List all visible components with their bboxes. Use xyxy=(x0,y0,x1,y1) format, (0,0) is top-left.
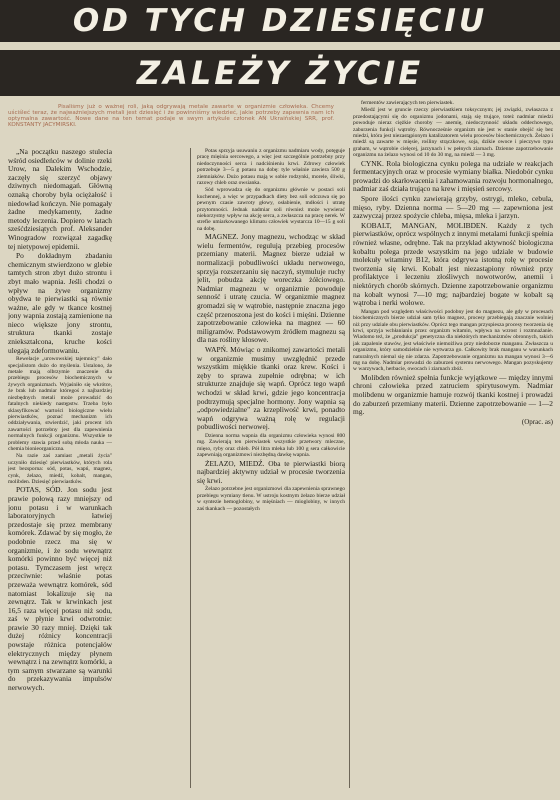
article-paragraph: Sód wprowadza się do organizmu głównie w postaci soli kuchennej, a więc w przypadkach diety bez soli odczuwa się po pewnym czasie zawroty głowy, osłabienie, mdłości i utratę przytomności. Jednak nadmiar soli również może wywierać niekorzystny wpływ na akcję serca, a zwłaszcza na pracę nerek. W strefie umiarkowanego klimatu człowiek wystarcza 10—15 g soli na dobę. xyxy=(197,187,345,232)
lede-paragraph: Pisaliśmy już o ważnej roli, jaką odgrywają metale zawarte w organizmie człowieka. Chcemy uściśleć teraz, że najważniejszych metali jest dziesięć i że powinniśmy wiedzieć, jakie potrzeby zapewnia nam ich optymalna zawartość. Nowe dane na ten temat podaje w swym artykule członek AN Ukraińskiej SRR, prof. KONSTANTY JACYMIRSKI. xyxy=(8,104,334,128)
column-3 xyxy=(353,100,553,796)
article-paragraph: Mangan pod względem właściwości podobny jest do magnezu, ale gdy w procesach biochemicznych bierze udział sam tylko magnez, procesy przebiegają znacznie wolniej niż przy udziale obu pierwiastków. Oprócz tego mangan przyspiesza procesy tworzenia się krwi, sprzyja wchłanianiu przez organizm witamin, wpływa na wzrost i rozmnażanie. Wiadomo też, że „produkcja" genetyczna dla niektórych mechanizmów obronnych, takich jak zapalenie stawów, jest właściwie niemożliwa przy niedoborze manganu. Zwłaszcza u organizmu, który samodzielnie nie wytwarza go. Całkowity brak manganu w warunkach naturalnych niemal się nie zdarza. Zapotrzebowanie organizmu na mangan wynosi 3—6 mg na dobę. Nadmiar prowadzi do zaburzeń systemu nerwowego. Mangan pozyskujemy w warzywach, herbacie, owocach i ziarnach zbóż. xyxy=(353,308,553,373)
headline-banner-bottom xyxy=(0,50,560,96)
article-paragraph: ŻELAZO, MIEDŹ. Oba te pierwiastki biorą najbardziej aktywny udział w procesie tworzenia się krwi. xyxy=(197,458,345,485)
article-paragraph: Molibden również spełnia funkcje wyjątkowe — między innymi chroni człowieka przed zatruciem spirytusowym. Nadmiar molibdenu w organizmie hamuje rozwój tkanki kostnej i prowadzi do zaburzeń przemiany materii. Dzienne zapotrzebowanie — 1—2 mg. xyxy=(353,372,553,417)
article-paragraph: Spore ilości cynku zawierają grzyby, ostrygi, mleko, cebula, mięso, ryby. Dzienna norma — 5—20 mg — zapewniona jest zazwyczaj przez spożycie chleba, mięsa, mleka i jarzyn. xyxy=(353,194,553,221)
headline-line1: OD TYCH DZIESIĘCIU xyxy=(72,3,488,39)
column-2 xyxy=(197,148,345,796)
author-signature: (Oprac. as) xyxy=(521,417,553,426)
article-paragraph: Rewelacje „urowowskiej tajemnicy" dało specjalistom dużo do myślenia. Ustalono, że metale mają olbrzymie znaczenie dla przebiegu procesów biochemicznych w żywych organizmach. Wyjaśniło się wkrótce, że brak lub nadmiar któregoś z najbardziej niezbędnych metali może prowadzić do fatalnych niekiedy następstw. Trzeba było sklasyfikować wartości biologiczne wielu pierwiastków, poznać mechanizm ich oddziaływania, stwierdzić, jaki procent ich zawartości potrzebny jest dla zapewnienia normalnych funkcji organizmu. Wszystkie te problemy stawia przed sobą młoda nauka — chemia bionieorganiczna. xyxy=(8,356,112,452)
column-divider xyxy=(190,148,191,788)
article-paragraph: Dzienna norma wapnia dla organizmu człowieka wynosi 800 mg. Zawierają ten pierwiastek wszystkie przetwory mleczne, mięso, ryby oraz chleb. Pół litra mleka lub 100 g sera całkowicie zapewniają organizmowi niezbędną dawkę wapnia. xyxy=(197,432,345,459)
article-paragraph: Na razie zaś zamiast „metali życia" uczyniło dziesięć pierwiastków, których rola jest bezsporna: sód, potas, wapń, magnez, cynk, żelazo, miedź, kobalt, mangan, molibden. Dziesięć pierwiastków. xyxy=(8,453,112,485)
article-paragraph: KOBALT, MANGAN, MOLIBDEN. Każdy z tych pierwiastków, oprócz wspólnych z innymi metalami funkcji spełnia również własne, odrębne. Tak na przykład aktywność biologiczna kobaltu polega przede wszystkim na jego udziale w budowie molekuły witaminy B12, która odgrywa istotną rolę w procesie tworzenia się krwi. Kobalt jest niezastąpiony również przy profilaktyce i leczeniu złośliwych nowotworów, anemii i niektórych chorób skórnych. Dzienne zapotrzebowanie organizmu na kobalt wynosi 7—10 mg; najbardziej bogate w kobalt są wątroba i nerki wołowe. xyxy=(353,220,553,308)
column-divider xyxy=(349,148,350,788)
article-paragraph: „Na początku naszego stulecia wśród osiedleńców w dolinie rzeki Urow, na Dalekim Wschodzie, zaczęły się szerzyć objawy dziwnych niedomagań. Główną oznaką choroby była ociężałość i niedowład kończyn. Nie pomagały żadne medykamenty, żadne metody leczenia. Dopiero w latach sześćdziesiątych prof. Aleksander Winogradow rozwiązał zagadkę tej nietypowej epidemii. xyxy=(8,148,112,251)
article-paragraph: Po dokładnym zbadaniu chemicznym stwierdzono w glebie tamtych stron zbyt dużo strontu i zbyt mało wapnia. Jeśli chodzi o wpływ na żywe organizmy obydwa te pierwiastki są równie ważne, ale gdy w tkance kostnej jony wapnia zostają zamienione na nieco większe jony strontu, struktura tkanki zostaje zniekształcona, kruche kości ulegają zdeformowaniu. xyxy=(8,251,112,355)
article-paragraph: POTAS, SÓD. Jon sodu jest prawie połową razy mniejszy od jonu potasu i w warunkach laboratoryjnych łatwiej przedostaje się przez membrany komórek. Zdawać by się mogło, że podobnie rzecz ma się w organizmie, i że sodu wewnątrz komórki powinno być więcej niż potasu. Tymczasem jest wręcz przeciwnie: właśnie potas przeważa wewnątrz komórek, sód natomiast lokalizuje się na zewnątrz. Tak w krwinkach jest 16,5 raza więcej potasu niż sodu, zaś w płynie krwi odwrotnie: prawie 30 razy mniej. Dzięki tak dużej różnicy koncentracji powstaje różnica potencjałów elektrycznych między płynem wewnątrz i na zewnątrz komórki, a tym samym stwarzane są warunki do przekazywania impulsów nerwowych. xyxy=(8,485,112,693)
article-paragraph: WAPŃ. Mówiąc o znikomej zawartości metali w organizmie musimy uwzględnić przede wszystkim miękkie tkanki oraz krew. Kości i zęby to sprawa zupełnie odrębna; w ich strukturze znajduje się wapń. Oprócz tego wapń wchodzi w skład krwi, gdzie jego koncentracja podtrzymują specjalne hormony. Jony wapnia są „odpowiedzialne" za krzepliwość krwi, ponadto wapń odgrywa ważną rolę w regulacji pobudliwości nerwowej. xyxy=(197,345,345,432)
headline-banner-top xyxy=(0,0,560,42)
article-paragraph: fermentów zawierających ten pierwiastek. xyxy=(361,100,454,106)
article-paragraph: Żelazo potrzebne jest organizmowi dla zapewnienia sprawnego przebiegu wymiany tlenu. W ustroju kostnym żelazo bierze udział w syntezie hemoglobiny, w mięśniach — mioglobiny, w innych zaś tkankach — pozostałych xyxy=(197,486,345,512)
article-paragraph: Potas sprzyja usuwaniu z organizmu nadmiaru wody, potęguje pracę mięśnia sercowego, a więc jest szczególnie potrzebny przy niedoczynności serca i nadciśnieniu krwi. Zdrowy człowiek potrzebuje 3—5 g potasu na dobę: tyle właśnie zawiera 500 g ziemniaków. Dużo potasu mają w sobie rodzynki, morele, śliwki, razowy chleb oraz owsianka. xyxy=(197,148,345,187)
article-paragraph: MAGNEZ. Jony magnezu, wchodząc w skład wielu fermentów, regulują przebieg procesów przemiany materii. Magnez bierze udział w normalizacji pobudliwości układu nerwowego, sprzyja rozszerzaniu się naczyń, stymuluje ruchy jelit, pobudza akcję woreczka żółciowego. Nadmiar magnezu w organizmie powoduje senność i utratę czucia. W organizmie magnez gromadzi się w wątrobie, następnie znaczna jego część przenoszona jest do kości i mięśni. Dzienne zapotrzebowanie człowieka na magnez — 60 miligramów. Podstawowym źródłem magnezu są dla nas rośliny kłosowe. xyxy=(197,232,345,345)
column-1 xyxy=(8,148,112,796)
article-paragraph: Miedź jest w gruncie rzeczy pierwiastkiem toksycznym; jej związki, zwłaszcza z przedostającymi się do organizmu jodonami, stają się trujące, toteż nadmiar miedzi powoduje nieraz ciężkie choroby — anemię, niedoczynność układu oddechowego, zaburzenia funkcji wątroby. Równocześnie organizm nie jest w stanie obejść się bez miedzi, która jest niezastąpionym katalizatorem wielu procesów biochemicznych. Żelazo i miedź są zawarte w mięsie, rośliny strączkowe, soja, dzikie owoce i pieczywo typu graham, w wątrobie cielęcej, jarzynach i w pełnych ziarnach. Dzienne zapotrzebowanie organizmu na żelazo wynosi od 10 do 30 mg, na miedź — 3 mg. xyxy=(353,107,553,159)
article-paragraph: CYNK. Rola biologiczna cynku polega na udziale w reakcjach fermentacyjnych oraz w procesie wymiany białka. Niedobór cynku prowadzi do skarłowacenia i zahamowania rozwoju hormonalnego, nadmiar zaś działa trująco na krew i mięsień sercowy. xyxy=(353,158,553,194)
headline-line2: ZALEŻY ŻYCIE xyxy=(136,54,424,92)
